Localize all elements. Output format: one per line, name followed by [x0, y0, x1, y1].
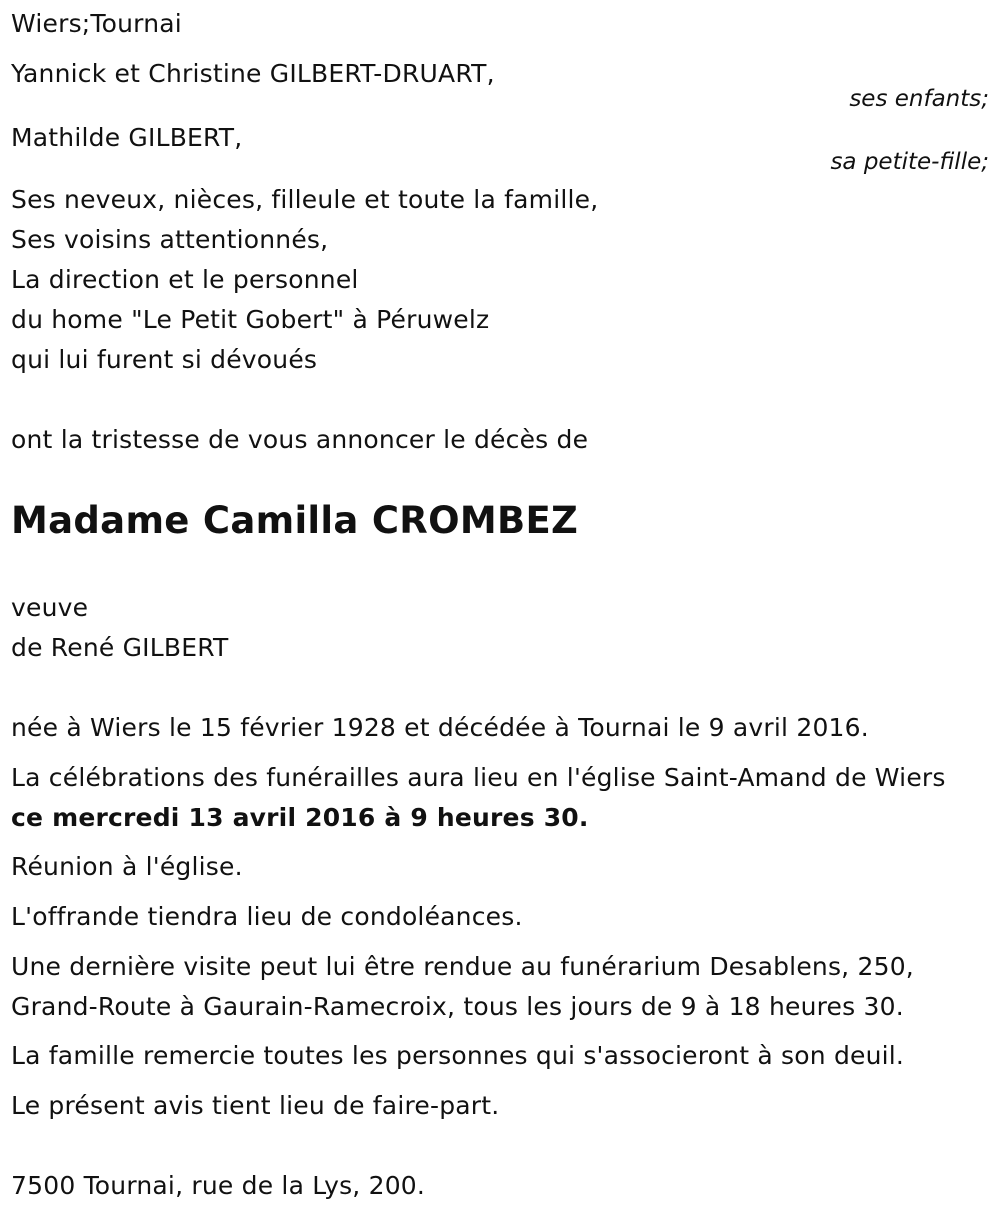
family-line: Ses voisins attentionnés,	[11, 225, 329, 254]
birth-death-dates: née à Wiers le 15 février 1928 et décédée à Tournai le 9 avril 2016.	[11, 713, 869, 742]
offering-info: L'offrande tiendra lieu de condoléances.	[11, 902, 523, 931]
ceremony-datetime: ce mercredi 13 avril 2016 à 9 heures 30.	[11, 803, 589, 832]
location-header: Wiers;Tournai	[11, 9, 182, 38]
spouse-name: de René GILBERT	[11, 633, 229, 662]
family-line: Ses neveux, nièces, filleule et toute la famille,	[11, 185, 599, 214]
family-line: du home "Le Petit Gobert" à Péruwelz	[11, 305, 490, 334]
family-line: La direction et le personnel	[11, 265, 359, 294]
meeting-info: Réunion à l'église.	[11, 852, 243, 881]
announcement-text: ont la tristesse de vous annoncer le décès de	[11, 425, 589, 454]
notice-text: Le présent avis tient lieu de faire-part.	[11, 1091, 500, 1120]
children-names: Yannick et Christine GILBERT-DRUART,	[11, 59, 495, 88]
granddaughter-role: sa petite-fille;	[830, 149, 989, 175]
thanks-text: La famille remercie toutes les personnes qui s'associeront à son deuil.	[11, 1041, 905, 1070]
visit-info-line2: Grand-Route à Gaurain-Ramecroix, tous les jours de 9 à 18 heures 30.	[11, 992, 904, 1021]
granddaughter-name: Mathilde GILBERT,	[11, 123, 243, 152]
ceremony-place: La célébrations des funérailles aura lieu en l'église Saint-Amand de Wiers	[11, 763, 946, 792]
children-role: ses enfants;	[849, 86, 989, 112]
family-line: qui lui furent si dévoués	[11, 345, 318, 374]
visit-info-line1: Une dernière visite peut lui être rendue au funérarium Desablens, 250,	[11, 952, 914, 981]
widow-label: veuve	[11, 593, 89, 622]
address-text: 7500 Tournai, rue de la Lys, 200.	[11, 1171, 426, 1200]
deceased-name: Madame Camilla CROMBEZ	[11, 499, 579, 542]
